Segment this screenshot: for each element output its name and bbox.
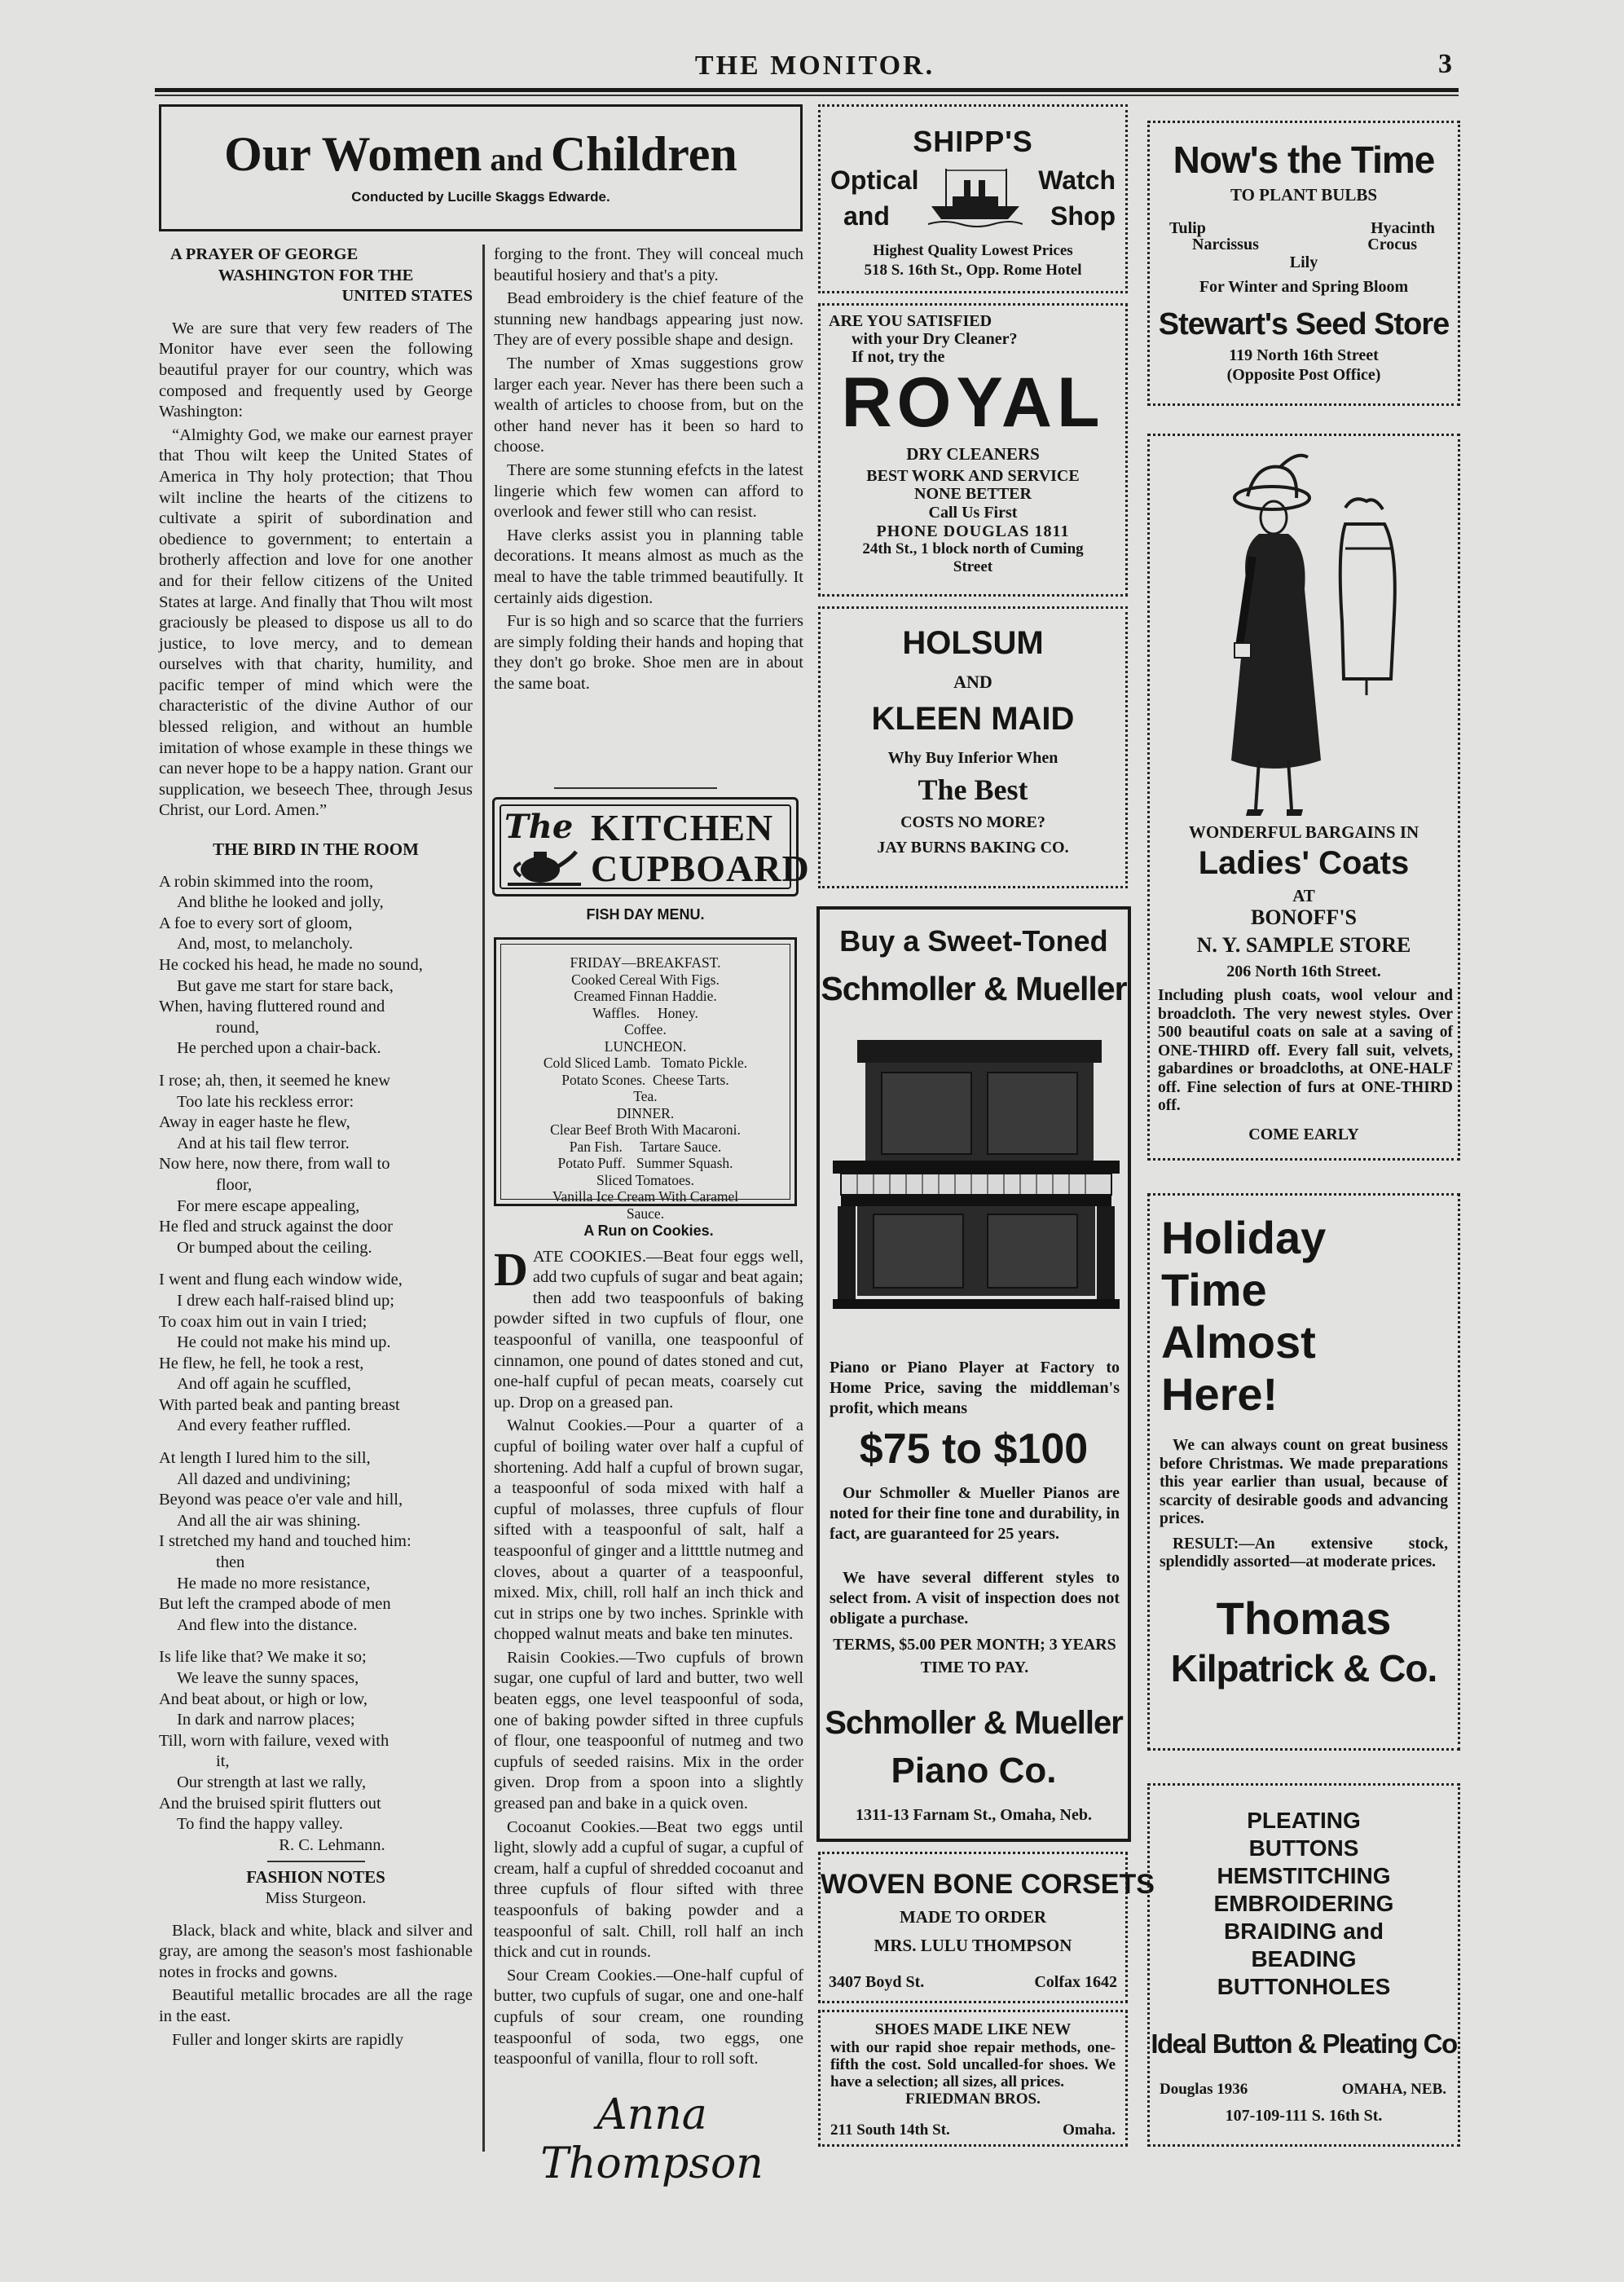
- poem-line: floor,: [216, 1175, 253, 1194]
- royal-ad: [818, 303, 1128, 597]
- menu-subhead: FISH DAY MENU.: [586, 906, 705, 923]
- holsum-why: Why Buy Inferior When: [887, 749, 1058, 767]
- fashion-para: Have clerks assist you in planning table decorations. It means almost as much as the meal to have the table trimmed beautifully. It certainly aids digestion.: [494, 526, 803, 607]
- ideal-company: Ideal Button & Pleating Co: [1151, 2029, 1457, 2059]
- stanza-break: [159, 1636, 473, 1647]
- bonoff-coats: Ladies' Coats: [1198, 845, 1410, 881]
- menu-line: Clear Beef Broth With Macaroni.: [550, 1121, 741, 1138]
- stewarts-now: Now's the Time: [1173, 139, 1435, 181]
- kitchen-the: The: [504, 808, 574, 846]
- ideal-buttonholes: BUTTONHOLES: [1217, 1974, 1391, 1999]
- stewarts-plant: TO PLANT BULBS: [1230, 185, 1378, 205]
- section-title-children: Children: [550, 127, 737, 181]
- kilpatrick-result: RESULT:—An extensive stock, splendidly assorted—at moderate prices.: [1160, 1535, 1448, 1571]
- poem-line: it,: [216, 1752, 230, 1771]
- royal-line1: ARE YOU SATISFIED: [829, 312, 992, 330]
- menu-line: FRIDAY—BREAKFAST.: [570, 954, 721, 971]
- holsum-and: AND: [953, 672, 992, 692]
- poem-line: I went and flung each window wide,: [159, 1271, 403, 1289]
- menu-box: [494, 937, 797, 1222]
- shoes-ad: [818, 2010, 1128, 2147]
- shoes-title: SHOES MADE LIKE NEW: [874, 2020, 1072, 2038]
- ideal-pleating: PLEATING: [1247, 1808, 1361, 1833]
- stanza-break: [159, 1258, 473, 1270]
- section-byline: Conducted by Lucille Skaggs Edwarde.: [351, 189, 610, 205]
- poem-line: To find the happy valley.: [177, 1815, 343, 1834]
- stewarts-bloom: For Winter and Spring Bloom: [1199, 278, 1409, 296]
- cookies-para: Raisin Cookies.—Two cupfuls of brown sugar, one cupful of lard and butter, two well beaten eggs, one level teaspoonful of soda, one of baking powder sifted in three cupfuls of flour, one teaspoonful of nutmeg and two cupfuls of seeded raisins. Mix in the order given. Drop from a spoon into a slightly greased pan and bake in a quick oven.: [494, 1648, 803, 1813]
- menu-line: LUNCHEON.: [604, 1037, 687, 1055]
- royal-line2: with your Dry Cleaner?: [852, 330, 1018, 348]
- poem-line: A robin skimmed into the room,: [159, 872, 374, 891]
- poem-line: Away in eager haste he flew,: [159, 1113, 350, 1132]
- royal-line3: If not, try the: [852, 348, 945, 366]
- holsum-costs: COSTS NO MORE?: [900, 813, 1045, 831]
- piano-body-2: Our Schmoller & Mueller Pianos are noted for their fine tone and durability, in fact, are guaranteed for 25 years.: [830, 1484, 1120, 1543]
- section-header-box: [159, 104, 803, 231]
- corsets-name: MRS. LULU THOMPSON: [874, 1936, 1072, 1955]
- poem-line: I drew each half-raised blind up;: [177, 1291, 394, 1310]
- fashion-heading: FASHION NOTES: [246, 1867, 385, 1888]
- woman-in-coat-illustration: [1223, 451, 1402, 834]
- prayer-heading-2: WASHINGTON FOR THE: [218, 266, 414, 284]
- fashion-para: forging to the front. They will conceal much beautiful hosiery and that's a pity.: [494, 245, 803, 284]
- bonoff-address: 206 North 16th Street.: [1226, 963, 1381, 980]
- shoes-body: with our rapid shoe repair methods, one-fifth the cost. Sold uncalled-for shoes. We have a selection; all sizes, all prices.: [830, 2039, 1116, 2090]
- royal-phone: PHONE DOUGLAS 1811: [876, 522, 1070, 540]
- poem-line: then: [216, 1553, 245, 1572]
- poem-line: At length I lured him to the sill,: [159, 1449, 371, 1468]
- poem-line: To coax him out in vain I tried;: [159, 1312, 367, 1331]
- poem-line: Too late his reckless error:: [177, 1092, 354, 1111]
- poem-line: And every feather ruffled.: [177, 1416, 351, 1435]
- corsets-sub: MADE TO ORDER: [899, 1907, 1047, 1927]
- menu-line: Coffee.: [624, 1021, 667, 1037]
- poem-line: With parted beak and panting breast: [159, 1395, 400, 1414]
- poem-line: A foe to every sort of gloom,: [159, 914, 353, 932]
- shoes-city: Omaha.: [1063, 2121, 1116, 2139]
- bonoff-wonderful: WONDERFUL BARGAINS IN: [1188, 822, 1419, 842]
- poem-line: And, most, to melancholy.: [177, 935, 354, 954]
- section-title-women: Our Women: [224, 127, 482, 181]
- fashion-para: Fur is so high and so scarce that the furriers are simply folding their hands and hoping that they don't go broke. Shoe men are in about the same boat.: [494, 612, 803, 693]
- stewarts-address: 119 North 16th Street: [1229, 346, 1379, 364]
- royal-none: NONE BETTER: [914, 485, 1032, 503]
- ideal-address: 107-109-111 S. 16th St.: [1225, 2107, 1383, 2125]
- stewarts-tulip: Tulip: [1169, 219, 1206, 237]
- column-1: [159, 244, 473, 2053]
- corsets-title: WOVEN BONE CORSETS: [821, 1869, 1155, 1900]
- royal-sub: DRY CLEANERS: [906, 444, 1040, 464]
- poem-line: He fled and struck against the door: [159, 1218, 393, 1236]
- menu-line: Potato Scones. Cheese Tarts.: [561, 1071, 729, 1088]
- masthead-rule: [155, 88, 1459, 92]
- drop-cap: D: [494, 1242, 528, 1296]
- kilpatrick-almost: Almost: [1161, 1316, 1316, 1368]
- bonoff-name: BONOFF'S: [1250, 905, 1357, 929]
- menu-line: Sliced Tomatoes.: [596, 1171, 694, 1188]
- ideal-ad: [1147, 1783, 1460, 2147]
- shipps-shop: Shop: [1050, 201, 1116, 231]
- bird-heading: THE BIRD IN THE ROOM: [213, 839, 419, 860]
- menu-line: Waffles. Honey.: [592, 1004, 698, 1021]
- stewarts-ad: [1147, 121, 1460, 406]
- prayer-heading-1: A PRAYER OF GEORGE: [170, 245, 359, 263]
- shipps-watch: Watch: [1038, 165, 1116, 195]
- kilpatrick-company: Kilpatrick & Co.: [1170, 1646, 1437, 1689]
- ideal-phone: Douglas 1936: [1160, 2081, 1248, 2098]
- menu-list: [504, 954, 786, 1222]
- kilpatrick-time: Time: [1161, 1264, 1267, 1315]
- piano-address: 1311-13 Farnam St., Omaha, Neb.: [856, 1806, 1092, 1824]
- shoes-company: FRIEDMAN BROS.: [905, 2090, 1041, 2108]
- divider: [267, 1861, 365, 1862]
- kilpatrick-here: Here!: [1161, 1368, 1279, 1420]
- poem-line: He could not make his mind up.: [177, 1333, 391, 1352]
- menu-line: Creamed Finnan Haddie.: [574, 988, 717, 1004]
- royal-addr1: 24th St., 1 block north of Cuming: [862, 540, 1084, 557]
- column-rule: [482, 244, 485, 2152]
- poem-line: Or bumped about the ceiling.: [177, 1238, 372, 1257]
- masthead-rule-thin: [155, 95, 1459, 96]
- poem-line: All dazed and undivining;: [177, 1469, 351, 1488]
- holsum-company: JAY BURNS BAKING CO.: [877, 839, 1069, 857]
- cookies-para: Cocoanut Cookies.—Beat two eggs until light, slowly add a cupful of sugar, a cupful of cream, half a cupful of shredded cocoanut and three cupfuls of flour sifted with three teaspoonfuls of baking powder and a teaspoonful of salt. Chill, roll half an inch thick and cut in rounds.: [494, 1817, 803, 1962]
- stewarts-narcissus: Narcissus: [1192, 236, 1259, 253]
- poem-line: He perched upon a chair-back.: [177, 1039, 381, 1058]
- bonoff-body: Including plush coats, wool velour and broadcloth. The very newest styles. Over 500 beautiful coats on sale at a saving of ONE-THIRD off. Every fall suit, velvets, gabardines or broadcloths, at ONE-HALF off. Fine selection of furs at ONE-THIRD off.: [1158, 987, 1453, 1114]
- stewarts-opposite: (Opposite Post Office): [1226, 366, 1381, 384]
- cookies-para: Sour Cream Cookies.—One-half cupful of butter, two cupfuls of sugar, one and one-half cupfuls of sour cream, one rounding teaspoonful of soda, two eggs, one teaspoonful of vanilla, flour to roll soft.: [494, 1966, 803, 2068]
- piano-buy: Buy a Sweet-Toned: [839, 924, 1108, 958]
- poem-author: R. C. Lehmann.: [279, 1835, 385, 1854]
- corsets-address: 3407 Boyd St.: [829, 1973, 925, 1991]
- kitchen-title-2: CUPBOARD: [591, 848, 810, 889]
- poem-line: Our strength at last we rally,: [177, 1773, 367, 1791]
- bonoff-ad: [1147, 434, 1460, 1161]
- poem-line: round,: [216, 1018, 259, 1037]
- kitchen-title-1: KITCHEN: [591, 807, 774, 848]
- masthead-title: THE MONITOR.: [694, 51, 935, 81]
- poem-line: But gave me start for stare back,: [177, 976, 394, 995]
- poem-line: And at his tail flew terror.: [177, 1134, 350, 1152]
- poem-line: And off again he scuffled,: [177, 1375, 351, 1394]
- kilpatrick-thomas: Thomas: [1216, 1592, 1392, 1644]
- menu-line: Tea.: [633, 1088, 658, 1104]
- shipps-address: 518 S. 16th St., Opp. Rome Hotel: [864, 262, 1082, 279]
- cookies-heading: A Run on Cookies.: [583, 1222, 714, 1239]
- poem-line: And flew into the distance.: [177, 1615, 358, 1634]
- poem-line: Beyond was peace o'er vale and hill,: [159, 1491, 403, 1509]
- divider: [554, 787, 717, 789]
- royal-addr2: Street: [953, 558, 993, 575]
- kilpatrick-holiday: Holiday: [1161, 1212, 1327, 1263]
- stanza-break: [159, 1437, 473, 1448]
- teapot-icon: [506, 847, 584, 888]
- fashion-para: Black, black and white, black and silver and gray, are among the season's most fashionable notes in frocks and gowns.: [159, 1921, 473, 1981]
- ideal-buttons: BUTTONS: [1248, 1835, 1359, 1861]
- fashion-byline: Miss Sturgeon.: [265, 1888, 367, 1907]
- fashion-para: The number of Xmas suggestions grow larger each year. Never has there been such a wealth of articles to choose from, but on the other hand never has it been so hard to choose.: [494, 354, 803, 456]
- poem-line: Till, worn with failure, vexed with: [159, 1731, 389, 1750]
- poem-line: I stretched my hand and touched him:: [159, 1532, 412, 1551]
- poem-line: And blithe he looked and jolly,: [177, 893, 384, 912]
- poem-line: For mere escape appealing,: [177, 1196, 360, 1215]
- menu-line: Cooked Cereal With Figs.: [571, 971, 720, 988]
- shipps-ad: [818, 104, 1128, 293]
- ideal-beading: BEADING: [1251, 1946, 1357, 1971]
- bonoff-come-early: COME EARLY: [1248, 1126, 1359, 1143]
- holsum-name: HOLSUM: [902, 625, 1044, 661]
- menu-line: Vanilla Ice Cream With Caramel: [552, 1188, 739, 1205]
- cookies-article: [494, 1221, 803, 2073]
- stewarts-hyacinth: Hyacinth: [1371, 219, 1435, 237]
- piano-body-3: We have several different styles to select from. A visit of inspection does not obligate a purchase.: [830, 1569, 1120, 1628]
- fashion-para: There are some stunning efefcts in the latest lingerie which few women can afford to overlook and fewer still who can resist.: [494, 460, 803, 522]
- ideal-braiding: BRAIDING and: [1224, 1919, 1384, 1944]
- stewarts-name: Stewart's Seed Store: [1158, 307, 1450, 341]
- stewarts-lily: Lily: [1289, 253, 1318, 271]
- bonoff-store: N. Y. SAMPLE STORE: [1196, 933, 1411, 957]
- shipps-and: and: [843, 201, 890, 231]
- column-2: [494, 244, 803, 697]
- poem-line: In dark and narrow places;: [177, 1711, 355, 1729]
- royal-call: Call Us First: [928, 504, 1018, 522]
- fashion-para: Beautiful metallic brocades are all the rage in the east.: [159, 1986, 473, 2025]
- menu-line: Sauce.: [626, 1205, 665, 1222]
- cookies-para: ATE COOKIES.—Beat four eggs well, add two cupfuls of sugar and beat again; then add two teaspoonfuls of baking powder sifted in two cupfuls of flour, one teaspoonful of vanilla, one teaspoonful of cinnamon, one pound of dates stoned and cut, one-half cupful of pecan meats, coarsely cut up. Drop on a greased pan.: [494, 1247, 803, 1412]
- ideal-hemstitching: HEMSTITCHING: [1217, 1863, 1391, 1888]
- stewarts-crocus: Crocus: [1367, 236, 1417, 253]
- kilpatrick-body: We can always count on great business before Christmas. We made preparations this year earlier than usual, because of scarcity of desirable goods and advancing prices.: [1160, 1437, 1448, 1527]
- piano-price: $75 to $100: [859, 1425, 1089, 1473]
- poem-line: When, having fluttered round and: [159, 998, 385, 1016]
- bird-poem: [159, 872, 473, 1835]
- corsets-ad: [818, 1852, 1155, 2003]
- upright-piano-image: [833, 1040, 1120, 1309]
- menu-line: Pan Fish. Tartare Sauce.: [569, 1138, 722, 1155]
- poem-line: And all the air was shining.: [177, 1511, 361, 1530]
- royal-name: ROYAL: [841, 363, 1105, 442]
- piano-ad: [816, 906, 1131, 1842]
- prayer-text: “Almighty God, we make our earnest prayer that Thou wilt keep the United States of America in Thy holy protection; that Thou wilt incline the hearts of the citizens to cultivate a spirit of subordination and obedience to government; to entertain a brotherly affection and love for one another and for their fellow citizens of the United States at large. And finally that Thou wilt most graciously be pleased to dispose us all to do justice, to love mercy, and to demean ourselves with that charity, humility, and pacific temper of mind which were the characteristic of the divine Author of our blessed religion, and without an humble imitation of whose example in these things we can never hope to be a happy nation. Grant our supplication, we beseech Thee, through Jesus Christ, our Lord. Amen.”: [159, 425, 473, 820]
- menu-line: Potato Puff. Summer Squash.: [557, 1155, 733, 1171]
- poem-line: And beat about, or high or low,: [159, 1689, 368, 1708]
- prayer-heading-3: UNITED STATES: [341, 287, 473, 306]
- piano-terms: TERMS, $5.00 PER MONTH; 3 YEARS TIME TO PAY.: [833, 1636, 1116, 1676]
- poem-line: Is life like that? We make it so;: [159, 1648, 367, 1667]
- poem-line: We leave the sunny spaces,: [177, 1669, 359, 1687]
- menu-line: DINNER.: [616, 1104, 675, 1121]
- ideal-city: OMAHA, NEB.: [1341, 2081, 1446, 2098]
- poem-line: He made no more resistance,: [177, 1574, 371, 1593]
- poem-line: He flew, he fell, he took a rest,: [159, 1354, 364, 1372]
- bonoff-at: AT: [1292, 886, 1315, 905]
- stanza-break: [159, 1060, 473, 1071]
- kilpatrick-ad: [1147, 1193, 1460, 1751]
- section-title-and: and: [482, 141, 551, 178]
- corsets-phone: Colfax 1642: [1034, 1973, 1117, 1991]
- kitchen-cupboard-logo: [492, 797, 810, 896]
- menu-line: Cold Sliced Lamb. Tomato Pickle.: [543, 1055, 748, 1071]
- shipps-name: SHIPP'S: [913, 125, 1033, 158]
- holsum-ad: [818, 606, 1128, 888]
- shipps-tagline: Highest Quality Lowest Prices: [873, 242, 1073, 259]
- piano-company-2: Piano Co.: [891, 1751, 1057, 1791]
- steamship-icon: [928, 165, 1023, 227]
- piano-brand: Schmoller & Mueller: [821, 970, 1127, 1007]
- piano-body-1: Piano or Piano Player at Factory to Home Price, saving the middleman's profit, which means: [830, 1359, 1120, 1417]
- page-number: 3: [1438, 49, 1452, 79]
- fashion-para: Fuller and longer skirts are rapidly: [172, 2030, 404, 2049]
- poem-line: He cocked his head, he made no sound,: [159, 956, 423, 974]
- royal-best: BEST WORK AND SERVICE: [866, 467, 1080, 485]
- cookies-para: Walnut Cookies.—Pour a quarter of a cupful of boiling water over half a cupful of shortening. Add half a cupful of brown sugar, a teaspoonful of soda mixed with half a cupful of molasses, three cupfuls of flour sifted with a teaspoonful of salt, half a teaspoonful of ginger and a littttle nutmeg and cloves, about a quarter of a teaspoonful, mixed. Mix, chill, roll half an inch thick and cut in strips one by two inches. Sprinkle with chopped walnut meats and bake ten minutes.: [494, 1416, 803, 1644]
- signature: Anna Thompson: [540, 2090, 764, 2188]
- kleen-maid-name: KLEEN MAID: [871, 701, 1075, 737]
- shipps-optical: Optical: [830, 165, 919, 195]
- piano-company-1: Schmoller & Mueller: [825, 1705, 1123, 1741]
- poem-line: But left the cramped abode of men: [159, 1595, 391, 1614]
- shoes-address: 211 South 14th St.: [830, 2121, 950, 2139]
- fashion-para: Bead embroidery is the chief feature of the stunning new handbags appearing just now. They are of every possible shape and design.: [494, 289, 803, 350]
- poem-line: I rose; ah, then, it seemed he knew: [159, 1071, 391, 1090]
- ideal-embroidering: EMBROIDERING: [1213, 1891, 1394, 1916]
- poem-line: And the bruised spirit flutters out: [159, 1794, 381, 1813]
- holsum-best: The Best: [918, 773, 1028, 806]
- poem-line: Now here, now there, from wall to: [159, 1155, 390, 1174]
- prayer-intro: We are sure that very few readers of The Monitor have ever seen the following beautiful prayer for our country, which was composed and frequently used by George Washington:: [159, 319, 473, 421]
